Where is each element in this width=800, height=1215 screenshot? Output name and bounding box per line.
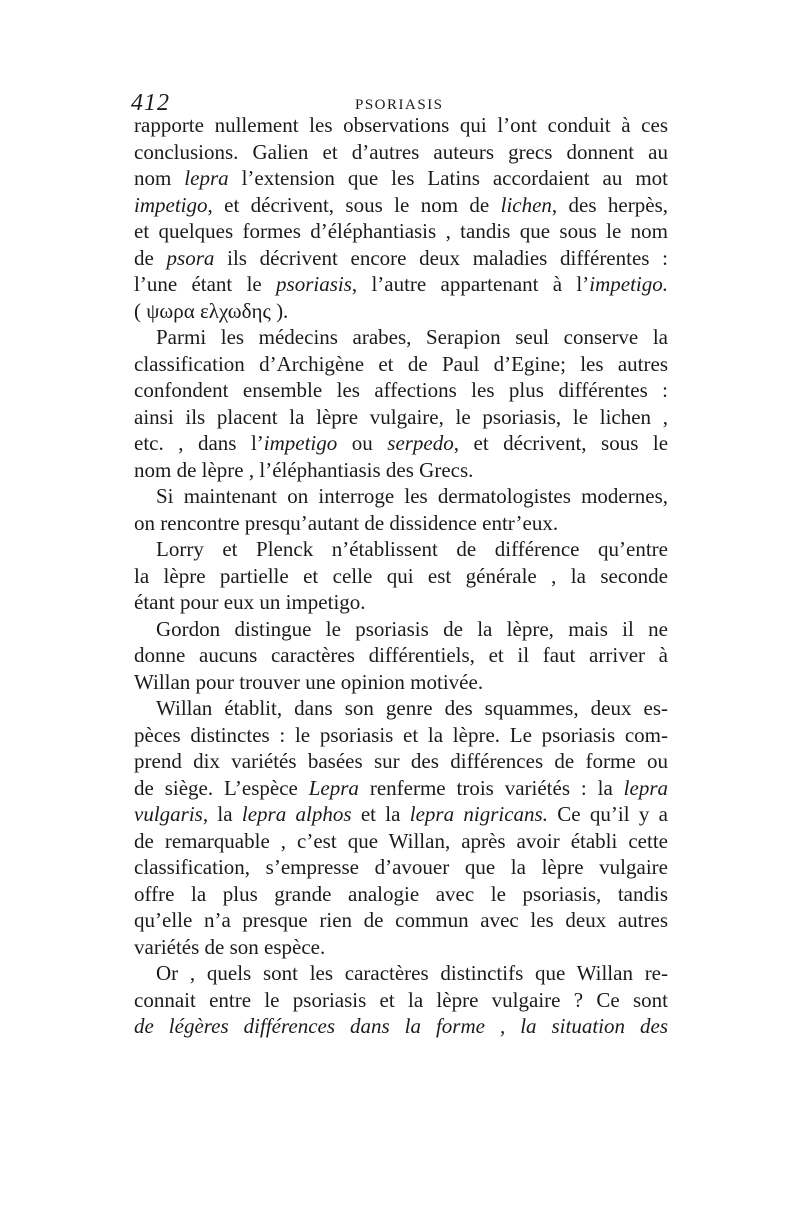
- text-line: [134, 245, 668, 272]
- text-line: [134, 616, 668, 643]
- text-segment: donne aucuns caractères différentiels, et il faut arriver à: [134, 643, 668, 667]
- text-line: [134, 165, 668, 192]
- text-line: [134, 218, 668, 245]
- text-line: [134, 854, 668, 881]
- text-segment: de: [134, 245, 167, 270]
- text-segment: renferme trois variétés : la: [358, 775, 624, 800]
- text-line: [134, 510, 668, 537]
- italic-text-segment: lepra: [184, 166, 229, 190]
- text-segment: et quelques formes d’éléphantiasis , tandis que sous le nom: [134, 219, 668, 243]
- text-segment: Or , quels sont les caractères distinctifs que Willan re-: [156, 961, 668, 985]
- italic-text-segment: psoriasis: [276, 272, 352, 296]
- text-line: [134, 192, 668, 219]
- text-segment: , la: [202, 802, 242, 826]
- text-segment: la lèpre partielle et celle qui est générale , la seconde: [134, 563, 668, 588]
- text-segment: connait entre le psoriasis et la lèpre vulgaire ? Ce sont: [134, 987, 668, 1012]
- italic-text-segment: lepra: [623, 775, 668, 800]
- text-line: [134, 139, 668, 166]
- text-segment: prend dix variétés basées sur des différences de forme ou: [134, 749, 668, 773]
- text-segment: étant pour eux un impetigo.: [134, 590, 366, 614]
- text-segment: Si maintenant on interroge les dermatologistes modernes,: [156, 484, 668, 508]
- text-segment: Willan établit, dans son genre des squammes, deux es-: [156, 696, 668, 720]
- text-segment: et la: [351, 802, 410, 826]
- text-segment: ainsi ils placent la lèpre vulgaire, le psoriasis, le lichen ,: [134, 404, 668, 429]
- text-segment: classification d’Archigène et de Paul d’Egine; les autres: [134, 351, 668, 376]
- text-line: [134, 430, 668, 457]
- text-line: [134, 960, 668, 987]
- text-segment: de siège. L’espèce: [134, 775, 309, 800]
- text-segment: etc. , dans l’: [134, 431, 264, 455]
- italic-text-segment: psora: [166, 245, 215, 270]
- text-line: [134, 748, 668, 775]
- text-segment: , des herpès,: [551, 192, 668, 217]
- italic-text-segment: vulgaris: [134, 802, 203, 826]
- text-segment: on rencontre presqu’autant de dissidence entr’eux.: [134, 510, 559, 535]
- italic-text-segment: impetigo: [263, 431, 338, 455]
- text-segment: nom: [134, 166, 185, 190]
- text-line: [134, 351, 668, 378]
- text-segment: ( ψωρα ελχωδης ).: [134, 298, 289, 323]
- text-line: [134, 934, 668, 961]
- text-segment: Parmi les médecins arabes, Serapion seul conserve la: [156, 325, 668, 349]
- text-segment: , et décrivent, sous le: [453, 431, 668, 455]
- text-line: [134, 775, 668, 802]
- text-line: [134, 828, 668, 855]
- text-line: [134, 483, 668, 510]
- text-segment: l’une étant le: [134, 272, 277, 296]
- text-segment: rapporte nullement les observations qui l’ont conduit à ces: [134, 113, 668, 137]
- italic-text-segment: de légères différences dans la forme , la situation des: [134, 1014, 668, 1038]
- text-line: [134, 695, 668, 722]
- text-segment: Ce qu’il y a: [547, 802, 668, 826]
- text-line: [134, 589, 668, 616]
- text-segment: , et décrivent, sous le nom de: [207, 192, 501, 217]
- text-line: [134, 987, 668, 1014]
- text-line: [134, 801, 668, 828]
- italic-text-segment: lepra nigricans.: [409, 802, 548, 826]
- text-line: [134, 404, 668, 431]
- text-segment: , l’autre appartenant à l’: [351, 272, 590, 296]
- italic-text-segment: lepra alphos: [241, 802, 352, 826]
- text-line: [134, 324, 668, 351]
- text-line: [134, 1013, 668, 1040]
- text-segment: variétés de son espèce.: [134, 934, 326, 959]
- text-segment: ou: [337, 431, 388, 455]
- text-segment: confondent ensemble les affections les plus différentes :: [134, 378, 668, 402]
- text-line: [134, 881, 668, 908]
- italic-text-segment: impetigo: [134, 192, 208, 217]
- text-segment: l’extension que les Latins accordaient au mot: [228, 166, 668, 190]
- text-line: [134, 642, 668, 669]
- text-line: [134, 536, 668, 563]
- text-line: [134, 271, 668, 298]
- text-line: [134, 722, 668, 749]
- text-segment: Lorry et Plenck n’établissent de différence qu’entre: [156, 537, 668, 561]
- italic-text-segment: Lepra: [308, 775, 359, 800]
- text-segment: qu’elle n’a presque rien de commun avec les deux autres: [134, 908, 668, 932]
- text-segment: offre la plus grande analogie avec le psoriasis, tandis: [134, 881, 668, 906]
- italic-text-segment: lichen: [500, 192, 552, 217]
- text-line: [134, 112, 668, 139]
- running-title: PSORIASIS: [355, 97, 444, 113]
- text-segment: conclusions. Galien et d’autres auteurs grecs donnent au: [134, 139, 668, 164]
- italic-text-segment: serpedo: [387, 431, 454, 455]
- text-segment: pèces distinctes : le psoriasis et la lèpre. Le psoriasis com-: [134, 722, 668, 747]
- text-line: [134, 907, 668, 934]
- text-segment: ils décrivent encore deux maladies différentes :: [214, 245, 668, 270]
- italic-text-segment: impetigo.: [589, 272, 668, 296]
- text-segment: Willan pour trouver une opinion motivée.: [134, 669, 484, 694]
- text-segment: nom de lèpre , l’éléphantiasis des Grecs.: [134, 457, 474, 482]
- text-segment: classification, s’empresse d’avouer que la lèpre vulgaire: [134, 855, 668, 879]
- text-segment: Gordon distingue le psoriasis de la lèpre, mais il ne: [156, 616, 668, 641]
- text-segment: de remarquable , c’est que Willan, après avoir établi cette: [134, 828, 668, 853]
- text-line: [134, 377, 668, 404]
- text-line: [134, 457, 668, 484]
- body-text: [134, 112, 668, 1040]
- text-line: [134, 563, 668, 590]
- text-line: [134, 298, 668, 325]
- text-line: [134, 669, 668, 696]
- page-number: 412: [131, 90, 170, 116]
